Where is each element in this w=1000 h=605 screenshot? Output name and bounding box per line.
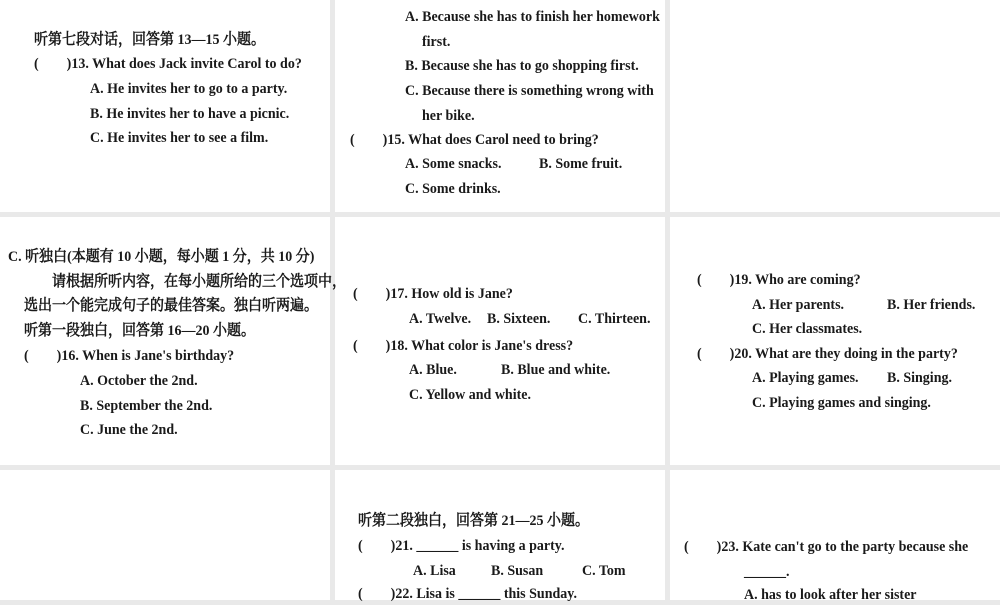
option-16-b: B. September the 2nd. bbox=[80, 398, 213, 415]
option-21-b: B. Susan bbox=[491, 563, 544, 580]
option-13-a: A. He invites her to go to a party. bbox=[90, 81, 288, 98]
question-17: ( )17. How old is Jane? bbox=[353, 286, 513, 303]
instruction-line1: 请根据所听内容，在每小题所给的三个选项中， bbox=[52, 274, 346, 291]
question-22: ( )22. Lisa is ______ this Sunday. bbox=[358, 586, 577, 603]
option-14-c-line2: her bike. bbox=[422, 108, 475, 125]
question-23-line2: ______. bbox=[744, 564, 790, 581]
option-18-b: B. Blue and white. bbox=[501, 362, 611, 379]
question-19: ( )19. Who are coming? bbox=[697, 272, 861, 289]
question-15: ( )15. What does Carol need to bring? bbox=[350, 132, 599, 149]
option-20-b: B. Singing. bbox=[887, 370, 952, 387]
panel-top-right bbox=[670, 0, 1000, 212]
option-17-a: A. Twelve. bbox=[409, 311, 472, 328]
question-20: ( )20. What are they doing in the party? bbox=[697, 346, 958, 363]
question-16: ( )16. When is Jane's birthday? bbox=[24, 348, 235, 365]
option-17-c: C. Thirteen. bbox=[578, 311, 651, 328]
option-14-b: B. Because she has to go shopping first. bbox=[405, 58, 639, 75]
question-13: ( )13. What does Jack invite Carol to do? bbox=[34, 56, 302, 73]
instruction-line2: 选出一个能完成句子的最佳答案。独白听两遍。 bbox=[24, 298, 318, 315]
option-18-a: A. Blue. bbox=[409, 362, 457, 379]
option-14-c-line1: C. Because there is something wrong with bbox=[405, 83, 654, 100]
question-18: ( )18. What color is Jane's dress? bbox=[353, 338, 574, 355]
option-17-b: B. Sixteen. bbox=[487, 311, 551, 328]
panel-bot-right bbox=[670, 470, 1000, 600]
option-13-b: B. He invites her to have a picnic. bbox=[90, 106, 290, 123]
question-23-line1: ( )23. Kate can't go to the party because she bbox=[684, 539, 969, 556]
option-15-b: B. Some fruit. bbox=[539, 156, 623, 173]
option-20-c: C. Playing games and singing. bbox=[752, 395, 931, 412]
question-21: ( )21. ______ is having a party. bbox=[358, 538, 565, 555]
section-intro: 听第七段对话，回答第 13—15 小题。 bbox=[34, 32, 265, 49]
option-16-c: C. June the 2nd. bbox=[80, 422, 178, 439]
option-20-a: A. Playing games. bbox=[752, 370, 859, 387]
monologue-2-intro: 听第二段独白，回答第 21—25 小题。 bbox=[358, 513, 589, 530]
option-15-a: A. Some snacks. bbox=[405, 156, 502, 173]
option-23-a: A. has to look after her sister bbox=[744, 587, 917, 604]
option-18-c: C. Yellow and white. bbox=[409, 387, 531, 404]
option-19-c: C. Her classmates. bbox=[752, 321, 863, 338]
option-19-a: A. Her parents. bbox=[752, 297, 845, 314]
option-19-b: B. Her friends. bbox=[887, 297, 976, 314]
option-21-a: A. Lisa bbox=[413, 563, 456, 580]
option-14-a-line1: A. Because she has to finish her homework bbox=[405, 9, 660, 26]
panel-mid-right bbox=[670, 217, 1000, 465]
option-14-a-line2: first. bbox=[422, 34, 451, 51]
panel-bot-left bbox=[0, 470, 330, 600]
monologue-1-intro: 听第一段独白，回答第 16—20 小题。 bbox=[24, 323, 255, 340]
option-15-c: C. Some drinks. bbox=[405, 181, 501, 198]
option-21-c: C. Tom bbox=[582, 563, 626, 580]
option-13-c: C. He invites her to see a film. bbox=[90, 130, 269, 147]
section-c-heading: C. 听独白(本题有 10 小题，每小题 1 分，共 10 分) bbox=[8, 249, 315, 266]
option-16-a: A. October the 2nd. bbox=[80, 373, 198, 390]
